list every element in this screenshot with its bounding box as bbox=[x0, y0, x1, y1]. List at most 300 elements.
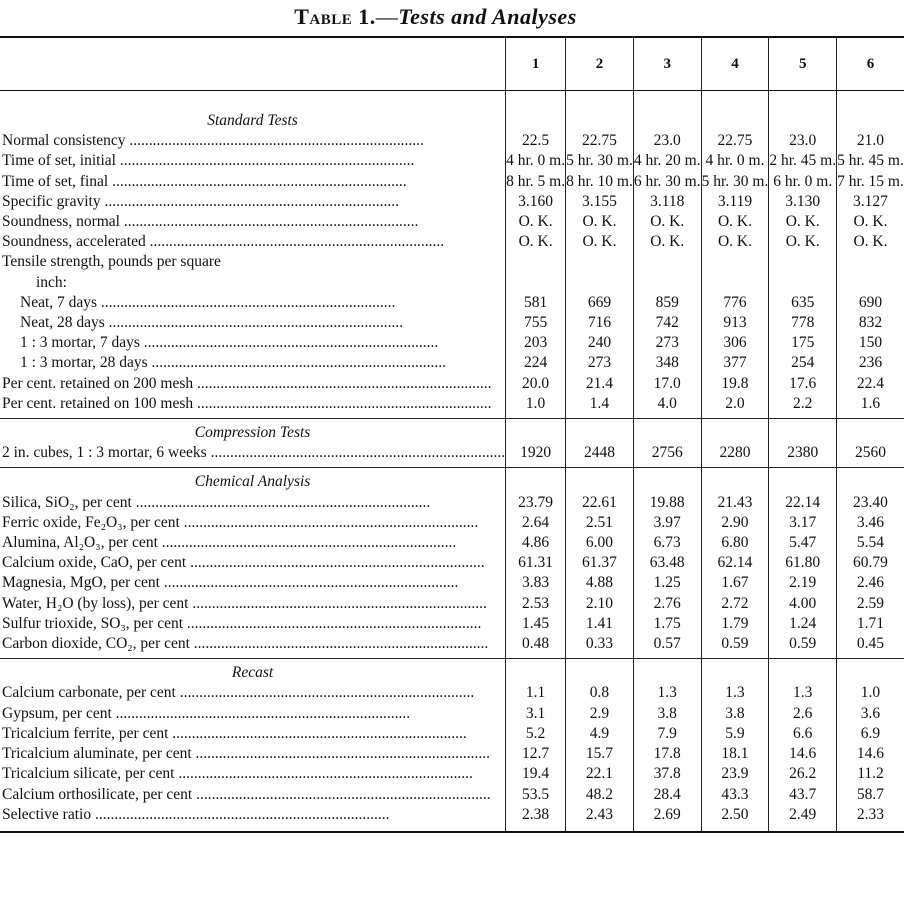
value-cell: 377 bbox=[701, 353, 769, 373]
value-cell: 22.75 bbox=[701, 131, 769, 151]
spacer-cell bbox=[837, 91, 904, 108]
value-cell: 1.45 bbox=[506, 614, 566, 634]
value-cell: 6.73 bbox=[633, 533, 701, 553]
row-label-cell bbox=[0, 683, 506, 703]
value-cell: 17.0 bbox=[633, 374, 701, 394]
value-cell: 1.6 bbox=[837, 394, 904, 414]
spacer-cell bbox=[769, 659, 837, 684]
spacer-cell bbox=[769, 419, 837, 444]
value-cell bbox=[566, 252, 634, 272]
value-cell: 60.79 bbox=[837, 553, 904, 573]
value-cell: 778 bbox=[769, 313, 837, 333]
value-cell: 1.41 bbox=[566, 614, 634, 634]
value-cell: 0.59 bbox=[769, 634, 837, 654]
value-cell: 8 hr. 5 m. bbox=[506, 172, 566, 192]
value-cell: 18.1 bbox=[701, 744, 769, 764]
value-cell: O. K. bbox=[769, 232, 837, 252]
row-label: Tricalcium silicate, per cent ..... bbox=[2, 764, 505, 784]
value-cell: 19.8 bbox=[701, 374, 769, 394]
value-cell: 17.6 bbox=[769, 374, 837, 394]
value-cell: 1.25 bbox=[633, 573, 701, 593]
column-header: 4 bbox=[701, 37, 769, 91]
value-cell: O. K. bbox=[837, 232, 904, 252]
value-cell: 2.69 bbox=[633, 805, 701, 825]
value-cell: 3.130 bbox=[769, 192, 837, 212]
header-row bbox=[0, 37, 904, 91]
value-cell: O. K. bbox=[837, 212, 904, 232]
row-label: Magnesia, MgO, per cent ..... bbox=[2, 573, 505, 593]
spacer-cell bbox=[633, 659, 701, 684]
value-cell: 150 bbox=[837, 333, 904, 353]
value-cell: 11.2 bbox=[837, 764, 904, 784]
row-label: inch: bbox=[36, 273, 67, 291]
value-cell: 0.33 bbox=[566, 634, 634, 654]
spacer-cell bbox=[506, 825, 566, 832]
value-cell: 21.4 bbox=[566, 374, 634, 394]
value-cell: 859 bbox=[633, 293, 701, 313]
row-label-cell bbox=[0, 634, 506, 654]
table-row bbox=[0, 131, 904, 151]
spacer-cell bbox=[0, 825, 506, 832]
value-cell: O. K. bbox=[701, 212, 769, 232]
spacer-cell bbox=[506, 419, 566, 444]
row-label: 2 in. cubes, 1 : 3 mortar, 6 weeks ..... bbox=[2, 443, 505, 463]
value-cell: 3.8 bbox=[701, 704, 769, 724]
table-row bbox=[0, 573, 904, 593]
row-label: Calcium oxide, CaO, per cent ..... bbox=[2, 553, 505, 573]
value-cell: 2 hr. 45 m. bbox=[769, 151, 837, 171]
value-cell: 306 bbox=[701, 333, 769, 353]
value-cell: 0.45 bbox=[837, 634, 904, 654]
value-cell: 6 hr. 30 m. bbox=[633, 172, 701, 192]
value-cell: 19.88 bbox=[633, 493, 701, 513]
title-dash: — bbox=[375, 4, 399, 29]
value-cell: 3.119 bbox=[701, 192, 769, 212]
value-cell: 5.54 bbox=[837, 533, 904, 553]
spacer-cell bbox=[701, 91, 769, 108]
value-cell: 3.1 bbox=[506, 704, 566, 724]
table-row bbox=[0, 443, 904, 463]
row-label-cell bbox=[0, 232, 506, 252]
value-cell: 2756 bbox=[633, 443, 701, 463]
row-label: Carbon dioxide, CO₂, per cent ..... bbox=[2, 634, 505, 654]
spacer-cell bbox=[566, 825, 634, 832]
spacer-cell bbox=[837, 659, 904, 684]
table-row bbox=[0, 333, 904, 353]
column-header: 1 bbox=[506, 37, 566, 91]
spacer-cell bbox=[769, 91, 837, 108]
value-cell: 1.24 bbox=[769, 614, 837, 634]
spacer-cell bbox=[701, 468, 769, 493]
value-cell: 5.47 bbox=[769, 533, 837, 553]
value-cell: 3.155 bbox=[566, 192, 634, 212]
spacer-cell bbox=[0, 91, 506, 108]
value-cell: 2.33 bbox=[837, 805, 904, 825]
table-row bbox=[0, 724, 904, 744]
value-cell: 5 hr. 45 m. bbox=[837, 151, 904, 171]
value-cell: 23.9 bbox=[701, 764, 769, 784]
spacer-cell bbox=[506, 659, 566, 684]
value-cell: 5 hr. 30 m. bbox=[701, 172, 769, 192]
spacer-cell bbox=[633, 91, 701, 108]
value-cell: 2448 bbox=[566, 443, 634, 463]
row-label-cell bbox=[0, 614, 506, 634]
spacer-cell bbox=[837, 419, 904, 444]
row-label: Neat, 28 days ..... bbox=[20, 313, 505, 333]
spacer-cell bbox=[566, 468, 634, 493]
row-label-cell bbox=[0, 533, 506, 553]
row-label-cell bbox=[0, 293, 506, 313]
value-cell: 12.7 bbox=[506, 744, 566, 764]
row-label: Calcium orthosilicate, per cent ..... bbox=[2, 785, 505, 805]
row-label: Water, H₂O (by loss), per cent ..... bbox=[2, 594, 505, 614]
value-cell: 22.75 bbox=[566, 131, 634, 151]
spacer-cell bbox=[506, 468, 566, 493]
section-heading-row bbox=[0, 468, 904, 493]
value-cell: 43.7 bbox=[769, 785, 837, 805]
value-cell: 4.86 bbox=[506, 533, 566, 553]
value-cell: 2.50 bbox=[701, 805, 769, 825]
value-cell: 236 bbox=[837, 353, 904, 373]
table-name: Tests and Analyses bbox=[398, 4, 577, 29]
row-label-cell bbox=[0, 594, 506, 614]
row-label-cell bbox=[0, 273, 506, 293]
row-label: Soundness, normal ..... bbox=[2, 212, 505, 232]
table-row bbox=[0, 614, 904, 634]
table-title bbox=[0, 4, 871, 30]
value-cell: 17.8 bbox=[633, 744, 701, 764]
value-cell: 22.14 bbox=[769, 493, 837, 513]
value-cell: 7.9 bbox=[633, 724, 701, 744]
row-label-cell bbox=[0, 724, 506, 744]
row-label: Time of set, initial ..... bbox=[2, 151, 505, 171]
value-cell: 14.6 bbox=[769, 744, 837, 764]
value-cell: 2.72 bbox=[701, 594, 769, 614]
row-label: Per cent. retained on 100 mesh ..... bbox=[2, 394, 505, 414]
row-label-cell bbox=[0, 443, 506, 463]
table-row bbox=[0, 151, 904, 171]
spacer-cell bbox=[633, 468, 701, 493]
value-cell: 5.2 bbox=[506, 724, 566, 744]
value-cell: 4 hr. 0 m. bbox=[506, 151, 566, 171]
value-cell: 3.17 bbox=[769, 513, 837, 533]
row-label: Selective ratio ..... bbox=[2, 805, 505, 825]
value-cell: 58.7 bbox=[837, 785, 904, 805]
value-cell: 776 bbox=[701, 293, 769, 313]
value-cell: 6.6 bbox=[769, 724, 837, 744]
value-cell: 28.4 bbox=[633, 785, 701, 805]
row-label-cell bbox=[0, 513, 506, 533]
table-row bbox=[0, 805, 904, 825]
value-cell: O. K. bbox=[506, 212, 566, 232]
row-label-cell bbox=[0, 333, 506, 353]
value-cell: 23.40 bbox=[837, 493, 904, 513]
value-cell: 1.1 bbox=[506, 683, 566, 703]
table-row bbox=[0, 683, 904, 703]
table-row bbox=[0, 273, 904, 293]
value-cell: 2.64 bbox=[506, 513, 566, 533]
table-row bbox=[0, 493, 904, 513]
value-cell: 6.00 bbox=[566, 533, 634, 553]
value-cell: 2.51 bbox=[566, 513, 634, 533]
value-cell bbox=[701, 252, 769, 272]
value-cell: 4.88 bbox=[566, 573, 634, 593]
value-cell: 755 bbox=[506, 313, 566, 333]
row-label: Soundness, accelerated ..... bbox=[2, 232, 505, 252]
spacer-cell bbox=[837, 468, 904, 493]
value-cell: 581 bbox=[506, 293, 566, 313]
table-row bbox=[0, 553, 904, 573]
spacer-cell bbox=[769, 468, 837, 493]
row-label: 1 : 3 mortar, 28 days ..... bbox=[20, 353, 505, 373]
value-cell: 2.49 bbox=[769, 805, 837, 825]
row-label: Tensile strength, pounds per square bbox=[2, 253, 221, 271]
value-cell: 1.4 bbox=[566, 394, 634, 414]
value-cell: 22.1 bbox=[566, 764, 634, 784]
value-cell: 0.8 bbox=[566, 683, 634, 703]
value-cell: 23.0 bbox=[769, 131, 837, 151]
value-cell bbox=[506, 252, 566, 272]
section-heading-row bbox=[0, 107, 904, 131]
table-number: Table 1. bbox=[294, 4, 376, 29]
section-heading: Chemical Analysis bbox=[194, 473, 311, 491]
column-header: 3 bbox=[633, 37, 701, 91]
value-cell: 37.8 bbox=[633, 764, 701, 784]
spacer-cell bbox=[506, 91, 566, 108]
row-label-cell bbox=[0, 212, 506, 232]
spacer-cell bbox=[633, 825, 701, 832]
value-cell bbox=[769, 252, 837, 272]
column-header: 2 bbox=[566, 37, 634, 91]
value-cell: 2.6 bbox=[769, 704, 837, 724]
value-cell bbox=[837, 273, 904, 293]
row-label-cell bbox=[0, 704, 506, 724]
table-row bbox=[0, 533, 904, 553]
value-cell: 2280 bbox=[701, 443, 769, 463]
value-cell: 742 bbox=[633, 313, 701, 333]
spacer-cell bbox=[769, 825, 837, 832]
value-cell: O. K. bbox=[769, 212, 837, 232]
value-cell: O. K. bbox=[566, 232, 634, 252]
value-cell: 273 bbox=[633, 333, 701, 353]
value-cell: 635 bbox=[769, 293, 837, 313]
spacer-cell bbox=[633, 107, 701, 131]
value-cell: 20.0 bbox=[506, 374, 566, 394]
tests-analyses-table bbox=[0, 36, 904, 833]
value-cell: 4.00 bbox=[769, 594, 837, 614]
value-cell: 1.67 bbox=[701, 573, 769, 593]
table-end bbox=[0, 825, 904, 832]
value-cell: 6 hr. 0 m. bbox=[769, 172, 837, 192]
value-cell: 43.3 bbox=[701, 785, 769, 805]
value-cell: 2.59 bbox=[837, 594, 904, 614]
table-row bbox=[0, 764, 904, 784]
value-cell: 3.127 bbox=[837, 192, 904, 212]
value-cell: 273 bbox=[566, 353, 634, 373]
row-label-cell bbox=[0, 553, 506, 573]
spacer-cell bbox=[566, 107, 634, 131]
table-body bbox=[0, 37, 904, 832]
value-cell: 2.76 bbox=[633, 594, 701, 614]
table-row bbox=[0, 394, 904, 414]
table-row bbox=[0, 594, 904, 614]
section-heading: Standard Tests bbox=[207, 112, 298, 129]
value-cell: 1.0 bbox=[506, 394, 566, 414]
value-cell: 61.80 bbox=[769, 553, 837, 573]
row-label: Per cent. retained on 200 mesh ..... bbox=[2, 374, 505, 394]
value-cell bbox=[566, 273, 634, 293]
section-heading-row bbox=[0, 659, 904, 684]
value-cell: 3.83 bbox=[506, 573, 566, 593]
row-label-cell bbox=[0, 374, 506, 394]
row-label-cell bbox=[0, 131, 506, 151]
value-cell: 2.0 bbox=[701, 394, 769, 414]
table-row bbox=[0, 704, 904, 724]
value-cell: 6.9 bbox=[837, 724, 904, 744]
value-cell: 240 bbox=[566, 333, 634, 353]
value-cell: 5.9 bbox=[701, 724, 769, 744]
value-cell: 254 bbox=[769, 353, 837, 373]
row-label: Specific gravity ..... bbox=[2, 192, 505, 212]
spacer-cell bbox=[566, 419, 634, 444]
table-row bbox=[0, 513, 904, 533]
value-cell: 1.71 bbox=[837, 614, 904, 634]
value-cell: 3.118 bbox=[633, 192, 701, 212]
row-label-cell bbox=[0, 353, 506, 373]
value-cell: 203 bbox=[506, 333, 566, 353]
value-cell: 21.0 bbox=[837, 131, 904, 151]
value-cell: 2.2 bbox=[769, 394, 837, 414]
value-cell: 3.8 bbox=[633, 704, 701, 724]
value-cell: 62.14 bbox=[701, 553, 769, 573]
spacer-cell bbox=[701, 107, 769, 131]
value-cell: O. K. bbox=[701, 232, 769, 252]
value-cell: 26.2 bbox=[769, 764, 837, 784]
row-label: Tricalcium ferrite, per cent ..... bbox=[2, 724, 505, 744]
value-cell: 224 bbox=[506, 353, 566, 373]
value-cell: 4.0 bbox=[633, 394, 701, 414]
value-cell: 2.43 bbox=[566, 805, 634, 825]
value-cell: 48.2 bbox=[566, 785, 634, 805]
value-cell: O. K. bbox=[566, 212, 634, 232]
value-cell: 7 hr. 15 m. bbox=[837, 172, 904, 192]
value-cell: 690 bbox=[837, 293, 904, 313]
value-cell: 2560 bbox=[837, 443, 904, 463]
row-label: Alumina, Al₂O₃, per cent ..... bbox=[2, 533, 505, 553]
row-label-cell bbox=[0, 394, 506, 414]
row-label-cell bbox=[0, 493, 506, 513]
value-cell: 0.59 bbox=[701, 634, 769, 654]
value-cell: 3.46 bbox=[837, 513, 904, 533]
value-cell: 21.43 bbox=[701, 493, 769, 513]
value-cell: 1.3 bbox=[633, 683, 701, 703]
spacer-cell bbox=[837, 107, 904, 131]
value-cell: 2.53 bbox=[506, 594, 566, 614]
value-cell: 19.4 bbox=[506, 764, 566, 784]
value-cell: 3.160 bbox=[506, 192, 566, 212]
row-label-cell bbox=[0, 192, 506, 212]
row-label: Ferric oxide, Fe₂O₃, per cent ..... bbox=[2, 513, 505, 533]
row-label-cell bbox=[0, 172, 506, 192]
row-label-cell bbox=[0, 805, 506, 825]
section-heading: Compression Tests bbox=[194, 424, 311, 442]
row-label: Neat, 7 days ..... bbox=[20, 293, 505, 313]
table-row bbox=[0, 785, 904, 805]
value-cell: 3.6 bbox=[837, 704, 904, 724]
value-cell: 1.0 bbox=[837, 683, 904, 703]
value-cell: 832 bbox=[837, 313, 904, 333]
table-row bbox=[0, 353, 904, 373]
value-cell: O. K. bbox=[633, 232, 701, 252]
value-cell bbox=[633, 273, 701, 293]
value-cell: 1.79 bbox=[701, 614, 769, 634]
value-cell: 23.0 bbox=[633, 131, 701, 151]
row-label: Gypsum, per cent ..... bbox=[2, 704, 505, 724]
value-cell: 2.10 bbox=[566, 594, 634, 614]
value-cell bbox=[506, 273, 566, 293]
spacer-cell bbox=[701, 659, 769, 684]
value-cell: 23.79 bbox=[506, 493, 566, 513]
value-cell: 4 hr. 20 m. bbox=[633, 151, 701, 171]
section-heading: Recast bbox=[231, 664, 274, 682]
value-cell: 2.46 bbox=[837, 573, 904, 593]
value-cell: 3.97 bbox=[633, 513, 701, 533]
table-row bbox=[0, 744, 904, 764]
row-label-cell bbox=[0, 764, 506, 784]
section-heading-row bbox=[0, 419, 904, 444]
column-header: 6 bbox=[837, 37, 904, 91]
value-cell: 63.48 bbox=[633, 553, 701, 573]
spacer-cell bbox=[633, 419, 701, 444]
table-row bbox=[0, 374, 904, 394]
row-label: Sulfur trioxide, SO₃, per cent ..... bbox=[2, 614, 505, 634]
value-cell: 4 hr. 0 m. bbox=[701, 151, 769, 171]
value-cell: 0.57 bbox=[633, 634, 701, 654]
value-cell bbox=[701, 273, 769, 293]
value-cell: 53.5 bbox=[506, 785, 566, 805]
value-cell: 14.6 bbox=[837, 744, 904, 764]
row-label: Normal consistency ..... bbox=[2, 131, 505, 151]
value-cell: 22.61 bbox=[566, 493, 634, 513]
row-label-cell bbox=[0, 252, 506, 272]
spacer-cell bbox=[837, 825, 904, 832]
value-cell bbox=[837, 252, 904, 272]
value-cell: 5 hr. 30 m. bbox=[566, 151, 634, 171]
spacer-cell bbox=[701, 825, 769, 832]
value-cell: 2.9 bbox=[566, 704, 634, 724]
value-cell: 6.80 bbox=[701, 533, 769, 553]
value-cell: 61.31 bbox=[506, 553, 566, 573]
value-cell: 2.19 bbox=[769, 573, 837, 593]
value-cell: 22.5 bbox=[506, 131, 566, 151]
value-cell: 1.75 bbox=[633, 614, 701, 634]
value-cell: 1.3 bbox=[701, 683, 769, 703]
row-label-cell bbox=[0, 785, 506, 805]
table-row bbox=[0, 172, 904, 192]
row-label: Calcium carbonate, per cent ..... bbox=[2, 683, 505, 703]
row-label: Time of set, final ..... bbox=[2, 172, 505, 192]
value-cell: 15.7 bbox=[566, 744, 634, 764]
value-cell: 2380 bbox=[769, 443, 837, 463]
table-row bbox=[0, 634, 904, 654]
column-header: 5 bbox=[769, 37, 837, 91]
value-cell: 175 bbox=[769, 333, 837, 353]
table-row bbox=[0, 212, 904, 232]
row-label-cell bbox=[0, 744, 506, 764]
value-cell: 348 bbox=[633, 353, 701, 373]
table-row bbox=[0, 313, 904, 333]
value-cell: O. K. bbox=[633, 212, 701, 232]
